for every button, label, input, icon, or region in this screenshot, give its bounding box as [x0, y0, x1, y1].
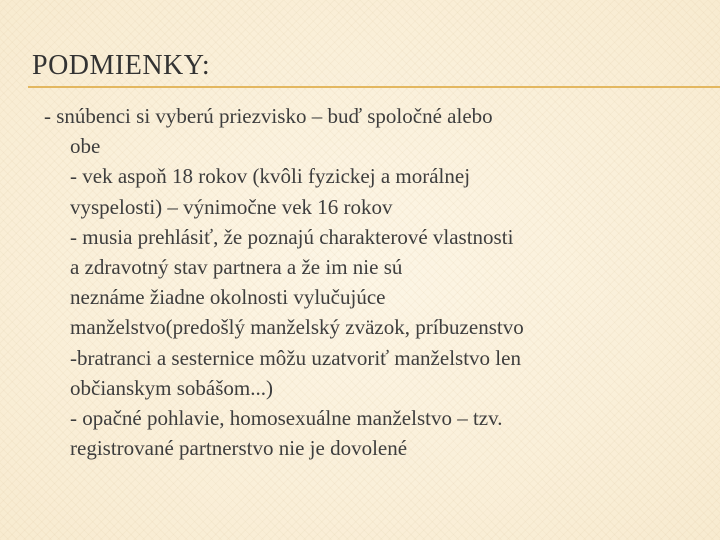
body-line: občianskym sobášom...) — [70, 375, 273, 400]
body-line: obe — [70, 134, 101, 159]
body-line: - musia prehlásiť, že poznajú charakterové vlastnosti — [70, 224, 514, 249]
body-line: - opačné pohlavie, homosexuálne manželstvo – tzv. — [70, 406, 503, 431]
body-line: manželstvo(predošlý manželský zväzok, príbuzenstvo — [70, 315, 524, 340]
body-line: registrované partnerstvo nie je dovolené — [70, 436, 408, 461]
body-line: - snúbenci si vyberú priezvisko – buď spoločné alebo — [44, 104, 493, 128]
body-line: -bratranci a sesternice môžu uzatvoriť manželstvo len — [70, 345, 521, 370]
title-underline — [28, 86, 720, 88]
slide-body — [44, 101, 704, 463]
body-line: vyspelosti) – výnimočne vek 16 rokov — [70, 194, 393, 219]
body-line: neznáme žiadne okolnosti vylučujúce — [70, 285, 386, 310]
slide-title: PODMIENKY: — [32, 50, 211, 81]
body-line: - vek aspoň 18 rokov (kvôli fyzickej a morálnej — [70, 164, 471, 189]
body-line: a zdravotný stav partnera a že im nie sú — [70, 255, 403, 280]
